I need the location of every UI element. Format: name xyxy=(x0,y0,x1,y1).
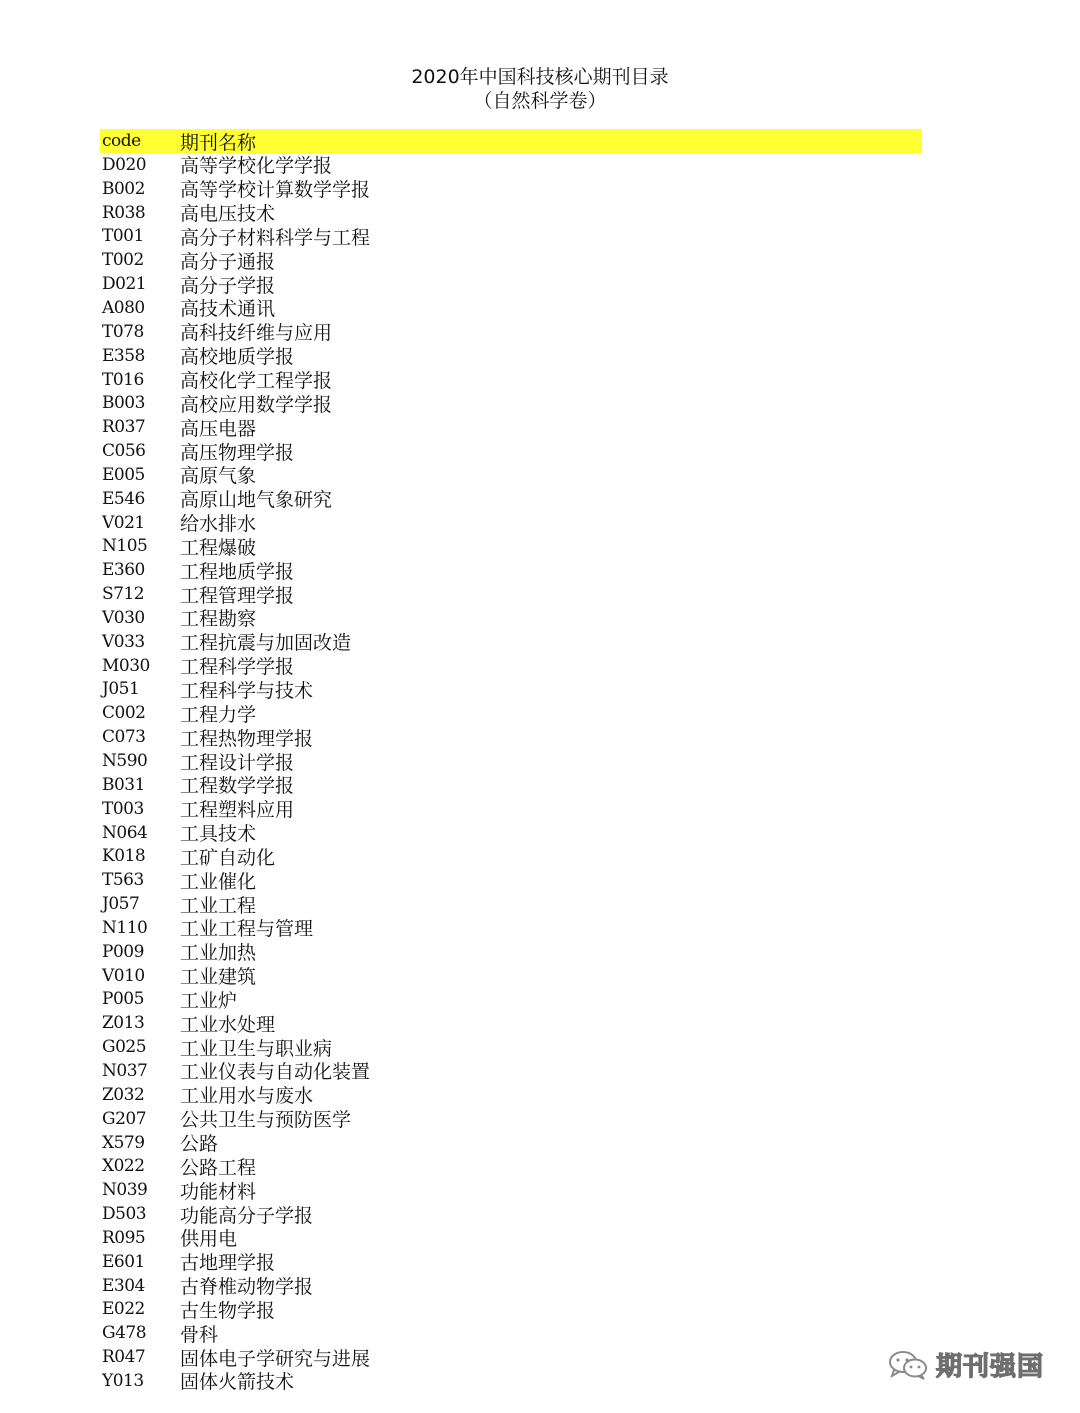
table-row xyxy=(100,201,922,225)
journal-name: 高等学校化学学报 xyxy=(180,155,333,178)
journal-name: 工业炉 xyxy=(180,989,238,1012)
journal-name: 古脊椎动物学报 xyxy=(180,1276,314,1299)
header-name: 期刊名称 xyxy=(180,131,257,154)
watermark xyxy=(888,1346,1044,1383)
journal-name: 高原气象 xyxy=(180,465,257,488)
journal-name: 工程热物理学报 xyxy=(180,727,314,750)
journal-code: N110 xyxy=(102,917,148,938)
journal-name: 古地理学报 xyxy=(180,1252,276,1275)
table-row xyxy=(100,701,922,725)
table-row xyxy=(100,988,922,1012)
table-row xyxy=(100,248,922,272)
journal-code: T003 xyxy=(102,798,144,819)
journal-name: 功能材料 xyxy=(180,1180,257,1203)
journal-code: C073 xyxy=(102,727,146,748)
journal-name: 公路 xyxy=(180,1133,219,1156)
journal-code: G025 xyxy=(102,1037,147,1058)
journal-name: 工程科学与技术 xyxy=(180,679,314,702)
journal-name: 高校地质学报 xyxy=(180,346,295,369)
journal-name: 工程设计学报 xyxy=(180,751,295,774)
journal-code: Z032 xyxy=(102,1084,145,1105)
table-row xyxy=(100,1178,922,1202)
journal-code: R037 xyxy=(102,417,146,438)
journal-name: 工业用水与废水 xyxy=(180,1085,314,1108)
journal-code: G478 xyxy=(102,1323,147,1344)
table-row xyxy=(100,415,922,439)
table-row xyxy=(100,964,922,988)
journal-code: S712 xyxy=(102,584,145,605)
journal-code: P005 xyxy=(102,989,144,1010)
journal-code: V033 xyxy=(102,631,145,652)
journal-name: 工具技术 xyxy=(180,823,257,846)
journal-code: N064 xyxy=(102,822,148,843)
table-row xyxy=(100,439,922,463)
journal-name: 骨科 xyxy=(180,1323,219,1346)
table-row xyxy=(100,487,922,511)
journal-code: Y013 xyxy=(102,1370,144,1391)
table-row xyxy=(100,1298,922,1322)
journal-name: 工程抗震与加固改造 xyxy=(180,632,352,655)
journal-code: V021 xyxy=(102,512,145,533)
document-title: 2020年中国科技核心期刊目录 xyxy=(411,66,669,88)
journal-code: T078 xyxy=(102,321,144,342)
journal-name: 高技术通讯 xyxy=(180,298,276,321)
journal-name: 工业水处理 xyxy=(180,1013,276,1036)
journal-code: R047 xyxy=(102,1347,146,1368)
journal-code: E360 xyxy=(102,560,145,581)
table-row xyxy=(100,320,922,344)
table-row xyxy=(100,892,922,916)
table-row xyxy=(100,391,922,415)
journal-code: C056 xyxy=(102,441,146,462)
journal-code: J051 xyxy=(102,679,140,700)
journal-code: E022 xyxy=(102,1299,145,1320)
table-row xyxy=(100,1202,922,1226)
journal-code: Z013 xyxy=(102,1013,145,1034)
journal-code: D503 xyxy=(102,1204,147,1225)
journal-name: 高压电器 xyxy=(180,417,257,440)
table-row xyxy=(100,368,922,392)
journal-code: D021 xyxy=(102,274,147,295)
table-row xyxy=(100,725,922,749)
watermark-text: 期刊强国 xyxy=(935,1352,1044,1382)
journal-name: 固体火箭技术 xyxy=(180,1371,295,1394)
journal-code: K018 xyxy=(102,846,146,867)
table-row xyxy=(100,344,922,368)
journal-name: 高校化学工程学报 xyxy=(180,370,333,393)
journal-code: J057 xyxy=(102,894,140,915)
journal-code: T016 xyxy=(102,369,144,390)
table-row xyxy=(100,272,922,296)
journal-name: 工业建筑 xyxy=(180,966,257,989)
journal-name: 工业工程 xyxy=(180,894,257,917)
journal-code: R038 xyxy=(102,202,146,223)
table-row xyxy=(100,654,922,678)
journal-name: 高分子通报 xyxy=(180,250,276,273)
journal-name: 工程力学 xyxy=(180,703,257,726)
table-row xyxy=(100,535,922,559)
journal-name: 高压物理学报 xyxy=(180,441,295,464)
journal-code: C002 xyxy=(102,703,146,724)
table-row xyxy=(100,153,922,177)
table-row xyxy=(100,630,922,654)
journal-code: X022 xyxy=(102,1156,145,1177)
table-row xyxy=(100,1226,922,1250)
journal-name: 固体电子学研究与进展 xyxy=(180,1347,371,1370)
journal-name: 工业工程与管理 xyxy=(180,918,314,941)
table-row xyxy=(100,1011,922,1035)
table-row xyxy=(100,940,922,964)
journal-name: 工业仪表与自动化装置 xyxy=(180,1061,371,1084)
journal-code: T563 xyxy=(102,870,144,891)
journal-name: 工程勘察 xyxy=(180,608,257,631)
journal-name: 高科技纤维与应用 xyxy=(180,322,333,345)
journal-name: 工程爆破 xyxy=(180,536,257,559)
journal-code: B002 xyxy=(102,178,145,199)
journal-code: B031 xyxy=(102,774,145,795)
journal-code: T002 xyxy=(102,250,144,271)
table-row xyxy=(100,844,922,868)
table-row xyxy=(100,916,922,940)
journal-name: 功能高分子学报 xyxy=(180,1204,314,1227)
journal-code: N105 xyxy=(102,536,148,557)
journal-name: 高分子材料科学与工程 xyxy=(180,226,371,249)
journal-name: 工业加热 xyxy=(180,942,257,965)
journal-code: R095 xyxy=(102,1227,146,1248)
table-row xyxy=(100,1321,922,1345)
journal-code: V010 xyxy=(102,965,145,986)
table-row xyxy=(100,225,922,249)
table-row xyxy=(100,1035,922,1059)
journal-name: 工程数学学报 xyxy=(180,775,295,798)
table-row xyxy=(100,868,922,892)
journal-name: 高校应用数学学报 xyxy=(180,393,333,416)
table-body xyxy=(100,153,922,1393)
journal-code: N039 xyxy=(102,1180,148,1201)
table-header-row xyxy=(100,129,922,153)
table-row xyxy=(100,1107,922,1131)
table-row xyxy=(100,1250,922,1274)
journal-name: 高等学校计算数学学报 xyxy=(180,179,371,202)
journal-code: E601 xyxy=(102,1251,145,1272)
table-row xyxy=(100,1274,922,1298)
table-row xyxy=(100,511,922,535)
document-subtitle: （自然科学卷） xyxy=(473,90,607,112)
table-row xyxy=(100,678,922,702)
table-row xyxy=(100,1345,922,1369)
journal-code: G207 xyxy=(102,1108,147,1129)
table-row xyxy=(100,463,922,487)
table-row xyxy=(100,1131,922,1155)
wechat-icon xyxy=(888,1350,928,1380)
journal-name: 工业卫生与职业病 xyxy=(180,1037,333,1060)
journal-name: 公路工程 xyxy=(180,1156,257,1179)
journal-name: 工矿自动化 xyxy=(180,846,276,869)
journal-code: P009 xyxy=(102,941,144,962)
journal-name: 工程塑料应用 xyxy=(180,799,295,822)
journal-name: 古生物学报 xyxy=(180,1299,276,1322)
journal-name: 给水排水 xyxy=(180,513,257,536)
table-row xyxy=(100,1059,922,1083)
table-row xyxy=(100,177,922,201)
header-code: code xyxy=(102,131,141,151)
table-row xyxy=(100,797,922,821)
table-row xyxy=(100,773,922,797)
journal-name: 高电压技术 xyxy=(180,203,276,226)
table-row xyxy=(100,1154,922,1178)
journal-code: X579 xyxy=(102,1132,145,1153)
journal-name: 工程地质学报 xyxy=(180,560,295,583)
journal-code: E546 xyxy=(102,488,145,509)
journal-name: 高原山地气象研究 xyxy=(180,489,333,512)
table-row xyxy=(100,296,922,320)
journal-code: T001 xyxy=(102,226,144,247)
journal-code: E005 xyxy=(102,464,145,485)
table-row xyxy=(100,1369,922,1393)
journal-name: 高分子学报 xyxy=(180,274,276,297)
journal-code: D020 xyxy=(102,154,147,175)
table-row xyxy=(100,558,922,582)
journal-name: 工程科学学报 xyxy=(180,656,295,679)
journal-name: 公共卫生与预防医学 xyxy=(180,1109,352,1132)
table-row xyxy=(100,749,922,773)
journal-code: V030 xyxy=(102,607,145,628)
journal-code: M030 xyxy=(102,655,150,676)
table-row xyxy=(100,821,922,845)
journal-code: A080 xyxy=(102,297,145,318)
journal-name: 工程管理学报 xyxy=(180,584,295,607)
journal-name: 供用电 xyxy=(180,1228,238,1251)
journal-code: B003 xyxy=(102,393,145,414)
table-row xyxy=(100,606,922,630)
table-row xyxy=(100,582,922,606)
journal-name: 工业催化 xyxy=(180,870,257,893)
journal-table xyxy=(100,129,922,1393)
journal-code: N037 xyxy=(102,1060,148,1081)
table-row xyxy=(100,1083,922,1107)
journal-code: N590 xyxy=(102,751,148,772)
journal-code: E304 xyxy=(102,1275,145,1296)
journal-code: E358 xyxy=(102,345,145,366)
